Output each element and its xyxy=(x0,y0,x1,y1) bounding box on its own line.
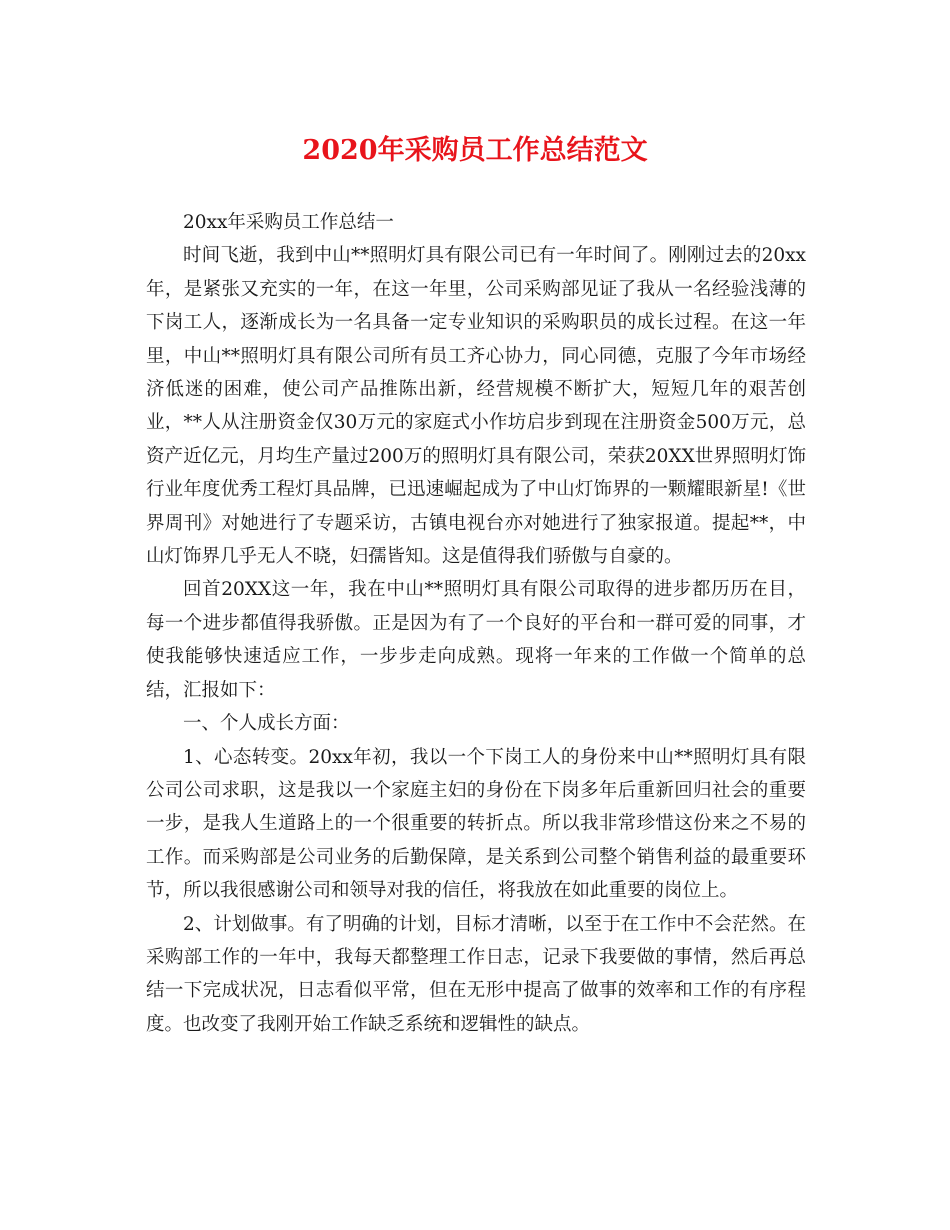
paragraph: 1、心态转变。20xx年初，我以一个下岗工人的身份来中山**照明灯具有限公司公司求职，这是我以一个家庭主妇的身份在下岗多年后重新回归社会的重要一步，是我人生道路上的一个很重要的转折点。所以我非常珍惜这份来之不易的工作。而采购部是公司业务的后勤保障，是关系到公司整个销售利益的最重要环节，所以我很感谢公司和领导对我的信任，将我放在如此重要的岗位上。 xyxy=(146,746,806,902)
section-heading: 20xx年采购员工作总结一 xyxy=(183,212,394,233)
paragraph: 回首20XX这一年，我在中山**照明灯具有限公司取得的进步都历历在目，每一个进步都值得我骄傲。正是因为有了一个良好的平台和一群可爱的同事，才使我能够快速适应工作，一步步走向成熟。现将一年来的工作做一个简单的总结，汇报如下： xyxy=(146,579,806,701)
document-body xyxy=(146,206,806,1041)
paragraph: 时间飞逝，我到中山**照明灯具有限公司已有一年时间了。刚刚过去的20xx年，是紧张又充实的一年，在这一年里，公司采购部见证了我从一名经验浅薄的下岗工人，逐渐成长为一名具备一定专业知识的采购职员的成长过程。在这一年里，中山**照明灯具有限公司所有员工齐心协力，同心同德，克服了今年市场经济低迷的困难，使公司产品推陈出新，经营规模不断扩大，短短几年的艰苦创业，**人从注册资金仅30万元的家庭式小作坊启步到现在注册资金500万元，总资产近亿元，月均生产量过200万的照明灯具有限公司，荣获20XX世界照明灯饰行业年度优秀工程灯具品牌，已迅速崛起成为了中山灯饰界的一颗耀眼新星!《世界周刊》对她进行了专题采访，古镇电视台亦对她进行了独家报道。提起**，中山灯饰界几乎无人不晓，妇孺皆知。这是值得我们骄傲与自豪的。 xyxy=(146,245,806,568)
subsection-heading: 一、个人成长方面： xyxy=(183,713,350,735)
document-title: 2020年采购员工作总结范文 xyxy=(302,135,648,166)
paragraph: 2、计划做事。有了明确的计划，目标才清晰，以至于在工作中不会茫然。在采购部工作的一年中，我每天都整理工作日志，记录下我要做的事情，然后再总结一下完成状况，日志看似平常，但在无形中提高了做事的效率和工作的有序程度。也改变了我刚开始工作缺乏系统和逻辑性的缺点。 xyxy=(146,913,806,1035)
